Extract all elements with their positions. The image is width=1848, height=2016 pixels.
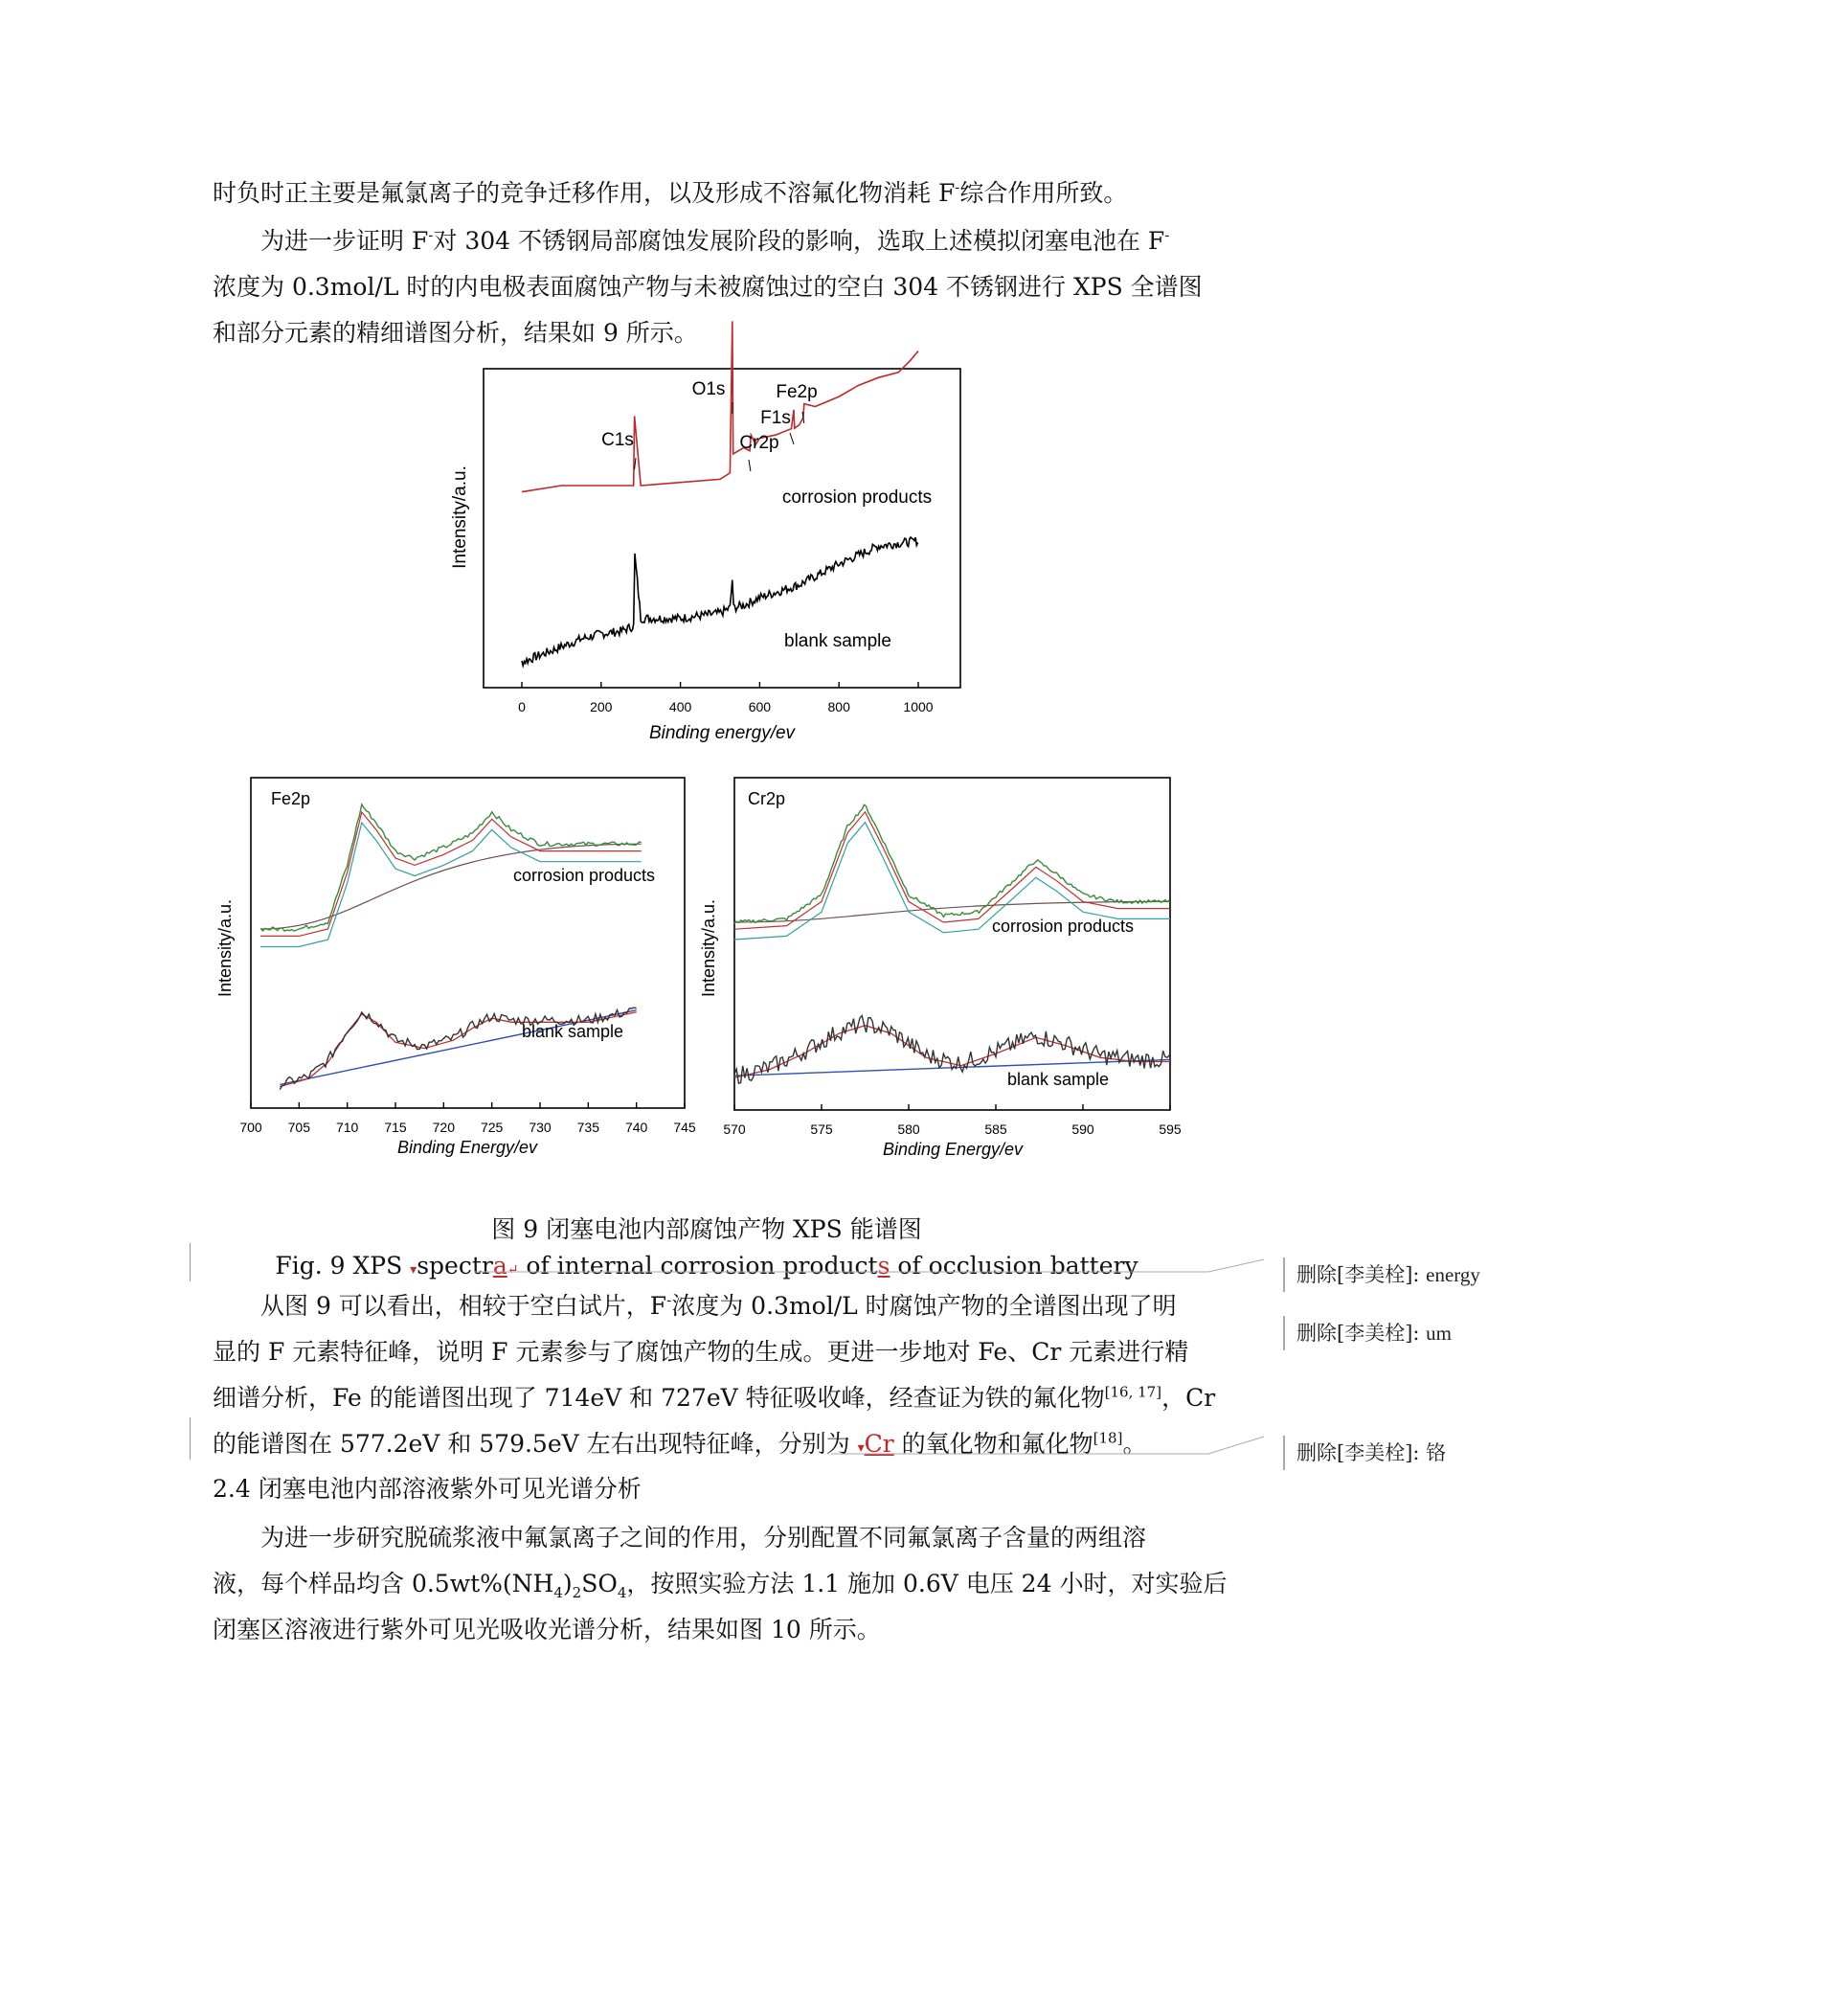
survey-peak-label: F1s [760, 408, 791, 428]
fe-x-tick-label: 710 [335, 1120, 359, 1135]
survey-peak-label: Cr2p [739, 433, 779, 453]
figure-caption-en: Fig. 9 XPS ▾spectra↵ of internal corrosion products of occlusion battery [275, 1252, 1138, 1280]
review-comment[interactable]: 删除[李美栓]: 铬 [1283, 1436, 1446, 1470]
fe-background-fit [260, 844, 642, 929]
fe-x-tick-label: 715 [384, 1120, 407, 1135]
survey-peak-label: C1s [601, 430, 634, 450]
survey-peak-leader [790, 433, 794, 444]
fe-x-tick-label: 725 [480, 1120, 504, 1135]
cr-x-tick-label: 570 [723, 1121, 746, 1137]
survey-x-tick-label: 600 [748, 699, 772, 714]
cr2p-label-blank: blank sample [1006, 1070, 1110, 1089]
fe2p-xlabel: Binding Energy/ev [396, 1138, 538, 1157]
survey-x-tick-label: 0 [518, 699, 526, 714]
figure-caption-cn: 图 9 闭塞电池内部腐蚀产物 XPS 能谱图 [491, 1215, 922, 1243]
fe-x-tick-label: 730 [529, 1120, 552, 1135]
fe2p-ylabel: Intensity/a.u. [215, 898, 235, 998]
fe-x-tick-label: 745 [673, 1120, 696, 1135]
cr2p-panel [699, 778, 1182, 1159]
cr2p-plot-frame [734, 778, 1170, 1110]
survey-x-tick-label: 400 [668, 699, 692, 714]
paragraph-4: 为进一步研究脱硫浆液中氟氯离子之间的作用，分别配置不同氟氯离子含量的两组溶 液，每个样品均含 $0.5wt\%(NH_4)_2SO_4$，按照实验方法 1.1 施加 0.6V 电压 24 小时，对实验后 闭塞区溶液进行紫外可见光吸收光谱分析，结果如图 10 所示。 [213, 1524, 1228, 1643]
cr2p-xlabel: Binding Energy/ev [882, 1140, 1024, 1159]
cr-x-tick-label: 580 [897, 1121, 920, 1137]
cr-x-tick-label: 590 [1071, 1121, 1094, 1137]
survey-xlabel: Binding energy/ev [648, 723, 796, 743]
survey-corrosion-line [522, 321, 918, 491]
cr-x-tick-label: 595 [1159, 1121, 1182, 1137]
fe-x-tick-label: 700 [239, 1120, 262, 1135]
section-heading: 2.4 闭塞电池内部溶液紫外可见光谱分析 [213, 1475, 642, 1503]
fe2p-title: Fe2p [271, 789, 311, 808]
fe2p-label-corrosion: corrosion products [512, 866, 656, 885]
survey-ylabel: Intensity/a.u. [450, 465, 470, 569]
survey-x-tick-label: 200 [590, 699, 613, 714]
paragraph-3: 从图 9 可以看出，相较于空白试片，F-浓度为 0.3mol/L 时腐蚀产物的全谱图出现了明 显的 F 元素特征峰，说明 F 元素参与了腐蚀产物的生成。更进一步地对 Fe、Cr 元素进行精 细谱分析，Fe 的能谱图出现了 714eV 和 727eV 特征吸收峰，经查证为铁的氟化物[16, 17]，Cr 的能谱图在 577.2eV 和 579.5eV 左右出现特征峰，分别为 ▾Cr 的氧化物和氟化物[18]。 [213, 1291, 1216, 1458]
survey-label-corrosion: corrosion products [781, 487, 933, 508]
fe-x-tick-label: 735 [576, 1120, 600, 1135]
fe-x-tick-label: 720 [432, 1120, 456, 1135]
cr-x-tick-label: 575 [810, 1121, 833, 1137]
survey-x-tick-label: 1000 [903, 699, 934, 714]
survey-peak-label: Fe2p [776, 382, 818, 402]
survey-x-tick-label: 800 [827, 699, 850, 714]
paragraph-2: 为进一步证明 F-对 304 不锈钢局部腐蚀发展阶段的影响，选取上述模拟闭塞电池在 F- 浓度为 0.3mol/L 时的内电极表面腐蚀产物与未被腐蚀过的空白 304 不锈钢进行 XPS 全谱图 和部分元素的精细谱图分析，结果如 9 所示。 [213, 226, 1203, 347]
fe2p-blank-line [280, 1008, 637, 1090]
xps-figure [0, 0, 1413, 1178]
review-comment[interactable]: 删除[李美栓]: energy [1283, 1257, 1480, 1292]
fe-x-tick-label: 705 [287, 1120, 311, 1135]
change-bar [190, 1417, 191, 1460]
survey-spectrum-panel [450, 321, 960, 743]
cr2p-ylabel: Intensity/a.u. [699, 898, 718, 998]
review-comment[interactable]: 删除[李美栓]: um [1283, 1316, 1452, 1350]
fe2p-label-blank: blank sample [521, 1022, 624, 1041]
fe2p-panel [215, 778, 696, 1157]
cr2p-label-corrosion: corrosion products [991, 917, 1135, 936]
survey-peak-leader [749, 460, 751, 471]
fe-x-tick-label: 740 [624, 1120, 648, 1135]
survey-label-blank: blank sample [784, 631, 891, 651]
paragraph-1-line: 时负时正主要是氟氯离子的竞争迁移作用，以及形成不溶氟化物消耗 F-综合作用所致。 [213, 178, 1128, 207]
cr-x-tick-label: 585 [984, 1121, 1007, 1137]
cr2p-title: Cr2p [748, 789, 786, 808]
survey-peak-label: O1s [691, 379, 726, 399]
